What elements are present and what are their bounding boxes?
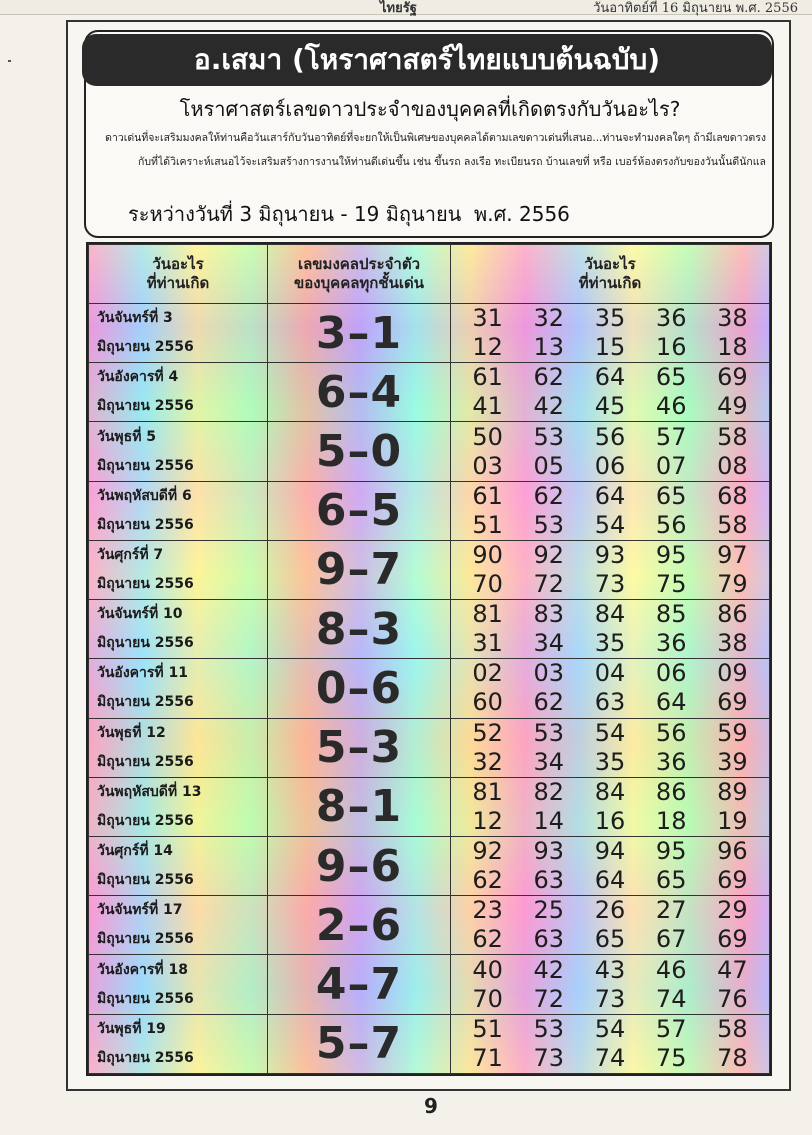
number-value: 46 — [655, 955, 687, 984]
number-value: 70 — [472, 569, 503, 598]
month-year-label: มิถุนายน 2556 — [97, 457, 194, 474]
page-number: 9 — [424, 1094, 438, 1118]
month-year-label: มิถุนายน 2556 — [97, 339, 194, 356]
number-set-cell — [451, 304, 770, 363]
number-value: 92 — [533, 540, 565, 569]
number-set-cell — [451, 955, 770, 1014]
birth-day-cell — [89, 955, 268, 1014]
number-value: 19 — [717, 806, 748, 835]
number-value: 72 — [533, 984, 565, 1013]
number-value: 58 — [717, 1014, 748, 1043]
table-row — [89, 1014, 770, 1073]
number-value: 75 — [655, 1043, 687, 1072]
description: ดาวเด่นที่จะเสริมมงคลให้ท่านคือวันเสาร์กับวันอาทิตย์ที่จะยกให้เป็นพิเศษของบุคคลได้ตามเลขดาวเด่นที่เสนอ...ท่านจะทำมงคลใดๆ ถ้ามีเลขดาวตรงกับที่ได้วิเคราะห์เสนอไว้จะเสริมสร้างการงานให้ท่านดีเด่นขึ้น เช่น ขึ้นรถ ลงเรือ ทะเบียนรถ บ้านเลขที่ หรือ เบอร์ห้องตรงกับของวันนั้นดีนักแล — [105, 132, 766, 168]
number-value: 49 — [717, 392, 748, 421]
number-value: 26 — [594, 896, 626, 925]
number-set-cell — [451, 718, 770, 777]
number-value: 31 — [472, 629, 503, 658]
number-value: 63 — [594, 688, 626, 717]
number-value: 53 — [533, 510, 565, 539]
number-value: 90 — [472, 540, 503, 569]
number-value: 27 — [655, 896, 687, 925]
number-value: 63 — [533, 925, 565, 954]
lucky-number: 5–0 — [268, 422, 451, 481]
number-value: 43 — [594, 955, 626, 984]
number-value: 62 — [472, 866, 503, 895]
number-value: 50 — [472, 422, 503, 451]
number-value: 84 — [594, 777, 626, 806]
number-value: 13 — [533, 333, 565, 362]
number-value: 95 — [655, 540, 687, 569]
number-value: 23 — [472, 896, 503, 925]
birth-day-cell — [89, 896, 268, 955]
number-value: 62 — [533, 688, 565, 717]
number-value: 65 — [655, 481, 687, 510]
table-row — [89, 304, 770, 363]
header-lucky: เลขมงคลประจำตัว ของบุคคลทุกชั้นเด่น — [268, 245, 451, 304]
number-value: 54 — [594, 718, 626, 747]
number-value: 06 — [594, 451, 626, 480]
number-value: 61 — [472, 481, 503, 510]
number-value: 67 — [655, 925, 687, 954]
month-year-label: มิถุนายน 2556 — [97, 575, 194, 592]
number-value: 86 — [655, 777, 687, 806]
number-value: 29 — [717, 896, 748, 925]
number-value: 35 — [594, 304, 626, 333]
table-header-row — [89, 245, 770, 304]
number-grid — [457, 363, 763, 421]
number-value: 96 — [717, 837, 748, 866]
number-value: 35 — [594, 747, 626, 776]
number-value: 51 — [472, 1014, 503, 1043]
birth-day-cell — [89, 363, 268, 422]
number-grid — [457, 956, 763, 1014]
number-grid — [457, 896, 763, 954]
number-value: 16 — [655, 333, 687, 362]
number-value: 93 — [533, 837, 565, 866]
lucky-number: 4–7 — [268, 955, 451, 1014]
number-value: 52 — [472, 718, 503, 747]
birth-day-cell — [89, 659, 268, 718]
number-value: 92 — [472, 837, 503, 866]
number-value: 73 — [533, 1043, 565, 1072]
date-range: ระหว่างวันที่ 3 มิถุนายน - 19 มิถุนายน พ.ศ. 2556 — [128, 202, 570, 226]
number-value: 69 — [717, 866, 748, 895]
day-label: วันพฤหัสบดีที่ 6 — [97, 487, 192, 504]
birth-day-cell — [89, 718, 268, 777]
number-value: 12 — [472, 333, 503, 362]
number-value: 86 — [717, 600, 748, 629]
day-label: วันจันทร์ที่ 10 — [97, 606, 183, 623]
number-value: 06 — [655, 659, 687, 688]
number-value: 62 — [533, 481, 565, 510]
number-value: 03 — [533, 659, 565, 688]
number-value: 36 — [655, 304, 687, 333]
number-value: 34 — [533, 747, 565, 776]
number-value: 25 — [533, 896, 565, 925]
number-value: 73 — [594, 984, 626, 1013]
table-row — [89, 836, 770, 895]
number-grid — [457, 719, 763, 777]
number-set-cell — [451, 896, 770, 955]
number-value: 14 — [533, 806, 565, 835]
number-value: 32 — [533, 304, 565, 333]
number-value: 31 — [472, 304, 503, 333]
day-label: วันพุธที่ 12 — [97, 724, 166, 741]
number-value: 89 — [717, 777, 748, 806]
lucky-number: 2–6 — [268, 896, 451, 955]
number-value: 61 — [472, 363, 503, 392]
number-value: 53 — [533, 718, 565, 747]
month-year-label: มิถุนายน 2556 — [97, 635, 194, 652]
number-value: 83 — [533, 600, 565, 629]
number-value: 73 — [594, 569, 626, 598]
number-value: 65 — [655, 363, 687, 392]
month-year-label: มิถุนายน 2556 — [97, 990, 194, 1007]
number-value: 18 — [717, 333, 748, 362]
lucky-number: 6–4 — [268, 363, 451, 422]
number-value: 56 — [594, 422, 626, 451]
number-value: 57 — [655, 422, 687, 451]
number-set-cell — [451, 836, 770, 895]
number-set-cell — [451, 777, 770, 836]
lucky-number: 9–6 — [268, 836, 451, 895]
number-value: 62 — [472, 925, 503, 954]
number-value: 53 — [533, 422, 565, 451]
table-row — [89, 540, 770, 599]
number-set-cell — [451, 422, 770, 481]
number-value: 56 — [655, 510, 687, 539]
number-value: 74 — [655, 984, 687, 1013]
lucky-number: 3–1 — [268, 304, 451, 363]
number-value: 08 — [717, 451, 748, 480]
number-value: 79 — [717, 569, 748, 598]
number-value: 64 — [594, 866, 626, 895]
birth-day-cell — [89, 304, 268, 363]
birth-day-cell — [89, 422, 268, 481]
number-value: 57 — [655, 1014, 687, 1043]
number-value: 74 — [594, 1043, 626, 1072]
page-title: อ.เสมา (โหราศาสตร์ไทยแบบต้นฉบับ) — [193, 43, 661, 76]
number-value: 64 — [594, 481, 626, 510]
day-label: วันศุกร์ที่ 14 — [97, 843, 173, 860]
number-value: 78 — [717, 1043, 748, 1072]
number-value: 45 — [594, 392, 626, 421]
number-value: 12 — [472, 806, 503, 835]
month-year-label: มิถุนายน 2556 — [97, 812, 194, 829]
lucky-number: 0–6 — [268, 659, 451, 718]
number-value: 34 — [533, 629, 565, 658]
number-value: 02 — [472, 659, 503, 688]
number-grid — [457, 304, 763, 362]
number-value: 60 — [472, 688, 503, 717]
number-value: 51 — [472, 510, 503, 539]
number-value: 42 — [533, 392, 565, 421]
day-label: วันจันทร์ที่ 3 — [97, 310, 173, 327]
title-band — [82, 34, 772, 86]
number-value: 53 — [533, 1014, 565, 1043]
header-numbers: วันอะไร ที่ท่านเกิด — [451, 245, 770, 304]
birth-day-cell — [89, 777, 268, 836]
number-value: 03 — [472, 451, 503, 480]
table-row — [89, 600, 770, 659]
number-set-cell — [451, 659, 770, 718]
number-value: 81 — [472, 600, 503, 629]
number-value: 38 — [717, 629, 748, 658]
month-year-label: มิถุนายน 2556 — [97, 872, 194, 889]
day-label: วันจันทร์ที่ 17 — [97, 902, 183, 919]
number-value: 38 — [717, 304, 748, 333]
lucky-number: 9–7 — [268, 540, 451, 599]
lucky-number-table — [86, 242, 772, 1076]
table-row — [89, 363, 770, 422]
newspaper-top-strip — [0, 0, 812, 15]
table-row — [89, 777, 770, 836]
number-set-cell — [451, 1014, 770, 1073]
table-row — [89, 659, 770, 718]
number-value: 58 — [717, 422, 748, 451]
number-value: 42 — [533, 955, 565, 984]
number-value: 69 — [717, 688, 748, 717]
lucky-number: 8–3 — [268, 600, 451, 659]
number-value: 81 — [472, 777, 503, 806]
number-value: 72 — [533, 569, 565, 598]
number-value: 32 — [472, 747, 503, 776]
number-set-cell — [451, 363, 770, 422]
number-set-cell — [451, 540, 770, 599]
month-year-label: มิถุนายน 2556 — [97, 398, 194, 415]
birth-day-cell — [89, 540, 268, 599]
number-value: 94 — [594, 837, 626, 866]
number-grid — [457, 541, 763, 599]
table-row — [89, 481, 770, 540]
number-value: 64 — [655, 688, 687, 717]
birth-day-cell — [89, 1014, 268, 1073]
day-label: วันพุธที่ 19 — [97, 1020, 166, 1037]
subtitle: โหราศาสตร์เลขดาวประจำของบุคคลที่เกิดตรงกับวันอะไร? — [179, 97, 681, 121]
number-grid — [457, 837, 763, 895]
number-value: 97 — [717, 540, 748, 569]
number-value: 84 — [594, 600, 626, 629]
number-value: 75 — [655, 569, 687, 598]
number-grid — [457, 1015, 763, 1073]
header-day: วันอะไร ที่ท่านเกิด — [89, 245, 268, 304]
number-value: 54 — [594, 510, 626, 539]
number-grid — [457, 659, 763, 717]
month-year-label: มิถุนายน 2556 — [97, 516, 194, 533]
lucky-number: 5–3 — [268, 718, 451, 777]
number-value: 15 — [594, 333, 626, 362]
birth-day-cell — [89, 600, 268, 659]
number-value: 18 — [655, 806, 687, 835]
number-value: 59 — [717, 718, 748, 747]
number-value: 71 — [472, 1043, 503, 1072]
number-value: 09 — [717, 659, 748, 688]
number-value: 46 — [655, 392, 687, 421]
lucky-number: 6–5 — [268, 481, 451, 540]
number-value: 36 — [655, 629, 687, 658]
lucky-number: 8–1 — [268, 777, 451, 836]
edge-mark — [8, 60, 11, 62]
day-label: วันอังคารที่ 4 — [97, 369, 179, 386]
day-label: วันพฤหัสบดีที่ 13 — [97, 783, 202, 800]
day-label: วันพุธที่ 5 — [97, 428, 157, 445]
table-row — [89, 422, 770, 481]
number-value: 65 — [655, 866, 687, 895]
number-value: 39 — [717, 747, 748, 776]
number-value: 35 — [594, 629, 626, 658]
day-label: วันอังคารที่ 18 — [97, 961, 189, 978]
number-set-cell — [451, 600, 770, 659]
number-grid — [457, 423, 763, 481]
number-value: 47 — [717, 955, 748, 984]
lucky-number: 5–7 — [268, 1014, 451, 1073]
number-value: 07 — [655, 451, 687, 480]
number-value: 65 — [594, 925, 626, 954]
month-year-label: มิถุนายน 2556 — [97, 694, 194, 711]
number-value: 54 — [594, 1014, 626, 1043]
table-row — [89, 955, 770, 1014]
number-value: 04 — [594, 659, 626, 688]
number-value: 95 — [655, 837, 687, 866]
number-grid — [457, 482, 763, 540]
number-value: 64 — [594, 363, 626, 392]
number-value: 70 — [472, 984, 503, 1013]
number-value: 41 — [472, 392, 503, 421]
birth-day-cell — [89, 836, 268, 895]
issue-date: วันอาทิตย์ที่ 16 มิถุนายน พ.ศ. 2556 — [593, 1, 798, 16]
number-set-cell — [451, 481, 770, 540]
number-value: 58 — [717, 510, 748, 539]
number-value: 76 — [717, 984, 748, 1013]
number-value: 85 — [655, 600, 687, 629]
table-row — [89, 896, 770, 955]
month-year-label: มิถุนายน 2556 — [97, 931, 194, 948]
number-value: 62 — [533, 363, 565, 392]
number-value: 63 — [533, 866, 565, 895]
month-year-label: มิถุนายน 2556 — [97, 753, 194, 770]
number-value: 82 — [533, 777, 565, 806]
number-value: 05 — [533, 451, 565, 480]
birth-day-cell — [89, 481, 268, 540]
number-grid — [457, 600, 763, 658]
number-value: 69 — [717, 925, 748, 954]
number-value: 40 — [472, 955, 503, 984]
month-year-label: มิถุนายน 2556 — [97, 1049, 194, 1066]
table-row — [89, 718, 770, 777]
newspaper-logo: ไทยรัฐ — [380, 1, 417, 16]
day-label: วันอังคารที่ 11 — [97, 665, 189, 682]
number-value: 56 — [655, 718, 687, 747]
number-value: 16 — [594, 806, 626, 835]
number-value: 68 — [717, 481, 748, 510]
day-label: วันศุกร์ที่ 7 — [97, 546, 164, 563]
number-value: 36 — [655, 747, 687, 776]
number-value: 93 — [594, 540, 626, 569]
number-grid — [457, 778, 763, 836]
number-value: 69 — [717, 363, 748, 392]
